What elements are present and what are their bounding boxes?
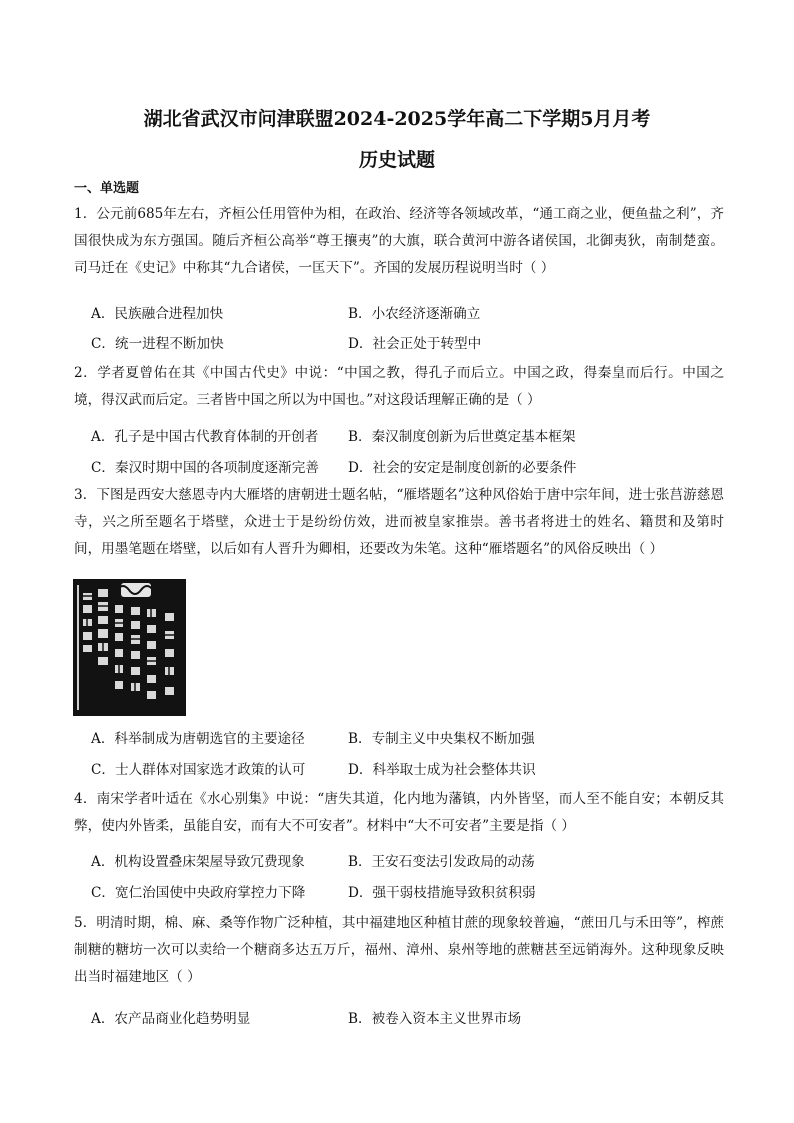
option-b: B．专制主义中央集权不断加强 <box>348 731 535 747</box>
option-d: D．社会的安定是制度创新的必要条件 <box>348 460 577 476</box>
question-1: 1．公元前685年左右，齐桓公任用管仲为相，在政治、经济等各领域改革，“通工商之业，便鱼盐之利”，齐国很快成为东方强国。随后齐桓公高举“尊王攘夷”的大旗，联合黄河中游各诸侯国，北御夷狄，南制楚蛮。司马迁在《史记》中称其“九合诸侯，一匡天下”。齐国的发展历程说明当时（ ） <box>74 206 724 276</box>
option-a: A．孔子是中国古代教育体制的开创者 <box>91 429 319 445</box>
question-5: 5．明清时期，棉、麻、桑等作物广泛种植，其中福建地区种植甘蔗的现象较普遍，“蔗田几与禾田等”，榨蔗制糖的糖坊一次可以卖给一个糖商多达五万斤，福州、漳州、泉州等地的蔗糖甚至远销海外。这种现象反映出当时福建地区（ ） <box>74 915 724 985</box>
option-a: A．科举制成为唐朝选官的主要途径 <box>91 731 305 747</box>
question-4: 4．南宋学者叶适在《水心别集》中说：“唐失其道，化内地为藩镇，内外皆坚，而人至不能自安；本朝反其弊，使内外皆柔，虽能自安，而有大不可安者”。材料中“大不可安者”主要是指（ ） <box>74 791 724 834</box>
option-a: A．农产品商业化趋势明显 <box>91 1011 251 1027</box>
option-b: B．秦汉制度创新为后世奠定基本框架 <box>348 429 576 445</box>
question-3: 3．下图是西安大慈恩寺内大雁塔的唐朝进士题名帖，“雁塔题名”这种风俗始于唐中宗年间，进士张莒游慈恩寺，兴之所至题名于塔壁，众进士于是纷纷仿效，进而被皇家推崇。善书者将进士的姓名、籍贯和及第时间，用墨笔题在塔壁，以后如有人晋升为卿相，还要改为朱笔。这种“雁塔题名”的风俗反映出（ ） <box>74 487 724 557</box>
stele-rubbing-graphic <box>73 579 186 716</box>
question-5-options <box>91 1004 731 1030</box>
question-4-options <box>91 847 731 904</box>
option-b: B．被卷入资本主义世界市场 <box>348 1011 522 1027</box>
exam-subject: 历史试题 <box>358 149 435 171</box>
option-d: D．社会正处于转型中 <box>348 336 482 352</box>
option-d: D．强干弱枝措施导致积贫积弱 <box>348 885 536 901</box>
option-c: C．宽仁治国使中央政府掌控力下降 <box>91 885 306 901</box>
option-b: B．王安石变法引发政局的动荡 <box>348 854 535 870</box>
option-d: D．科举取士成为社会整体共识 <box>348 762 536 778</box>
section-heading: 一、单选题 <box>74 181 140 196</box>
exam-title: 湖北省武汉市问津联盟2024-2025学年高二下学期5月月考 <box>143 108 651 130</box>
question-1-options <box>91 299 731 355</box>
option-c: C．统一进程不断加快 <box>91 336 224 352</box>
option-c: C．秦汉时期中国的各项制度逐渐完善 <box>91 460 319 476</box>
question-2-options <box>91 422 731 479</box>
option-a: A．机构设置叠床架屋导致冗费现象 <box>91 854 305 870</box>
question-2: 2．学者夏曾佑在其《中国古代史》中说：“中国之教，得孔子而后立。中国之政，得秦皇而后行。中国之境，得汉武而后定。三者皆中国之所以为中国也。”对这段话理解正确的是（ ） <box>74 365 724 408</box>
stele-rubbing-image <box>73 579 186 716</box>
question-3-options <box>91 724 731 781</box>
option-b: B．小农经济逐渐确立 <box>348 306 481 322</box>
option-c: C．士人群体对国家选才政策的认可 <box>91 762 306 778</box>
option-a: A．民族融合进程加快 <box>91 306 224 322</box>
